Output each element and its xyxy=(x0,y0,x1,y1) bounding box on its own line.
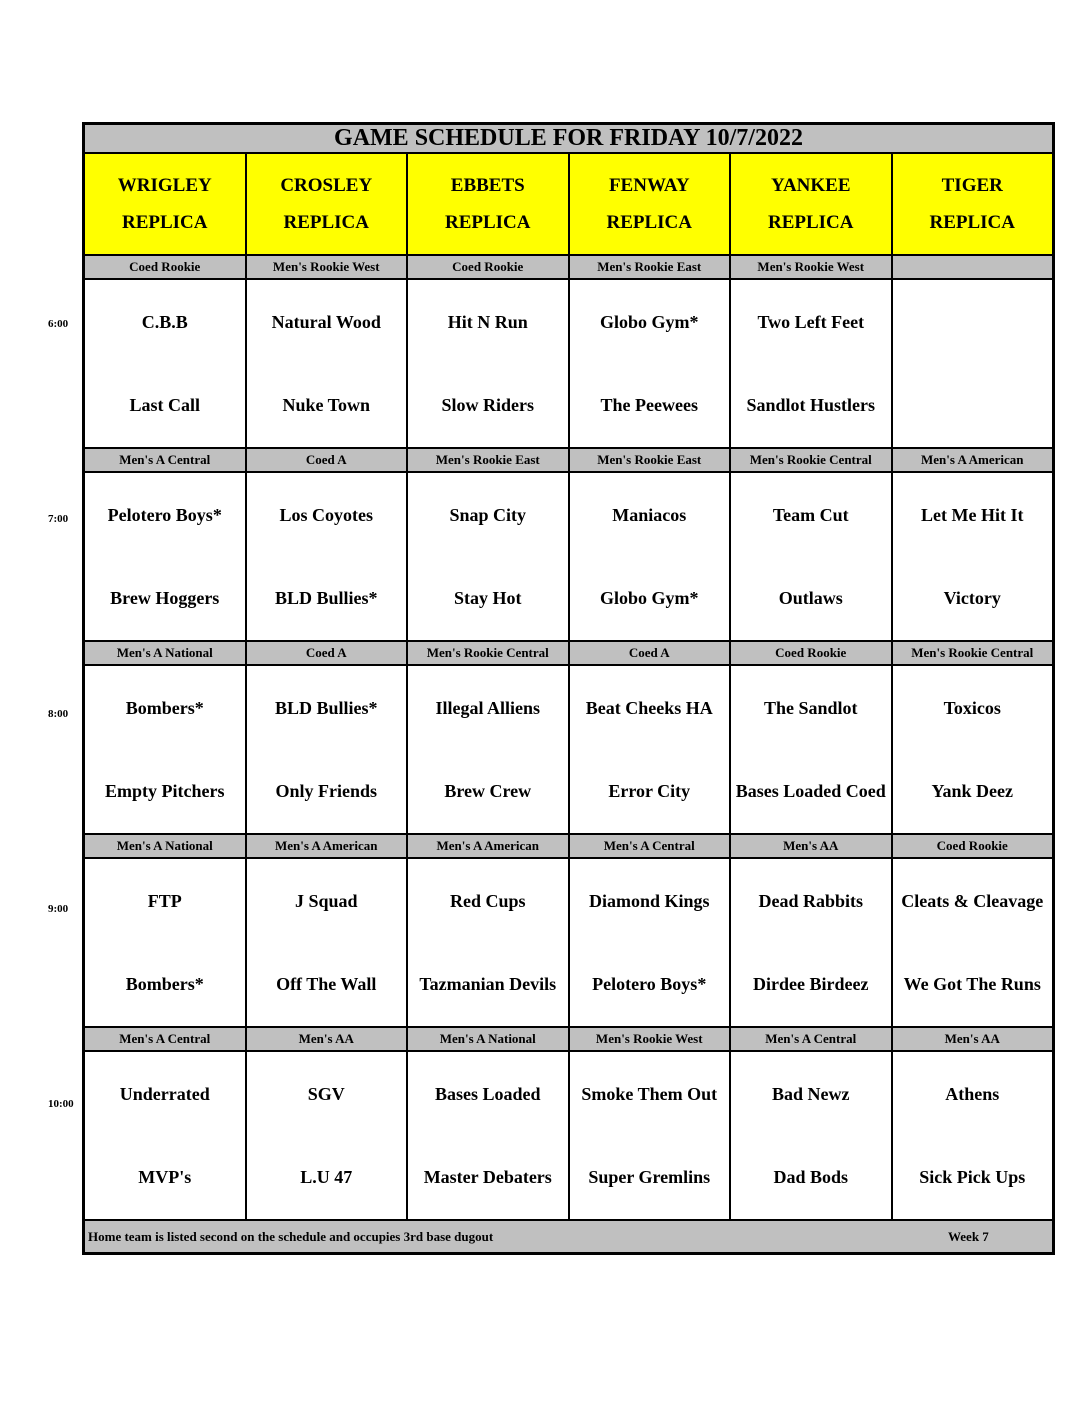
away-team: BLD Bullies* xyxy=(274,697,378,718)
home-team: Brew Hoggers xyxy=(110,588,220,609)
field-subtitle: REPLICA xyxy=(444,212,531,233)
home-team: Slow Riders xyxy=(441,395,534,416)
division-label: Men's Rookie East xyxy=(408,449,570,471)
time-label: 10:00 xyxy=(48,1098,74,1110)
game-row xyxy=(82,280,1055,449)
home-team: Dad Bods xyxy=(773,1167,849,1188)
division-row xyxy=(82,449,1055,473)
game-row xyxy=(82,666,1055,835)
away-team: Underrated xyxy=(119,1083,210,1104)
home-team: MVP's xyxy=(138,1167,192,1188)
away-team: Red Cups xyxy=(449,890,526,911)
division-row xyxy=(82,835,1055,859)
division-label: Men's A Central xyxy=(85,449,247,471)
game-cell xyxy=(570,473,732,640)
home-team: Master Debaters xyxy=(423,1167,552,1188)
home-team: Brew Crew xyxy=(444,781,532,802)
home-team: Bombers* xyxy=(125,974,204,995)
division-label: Coed Rookie xyxy=(893,835,1053,857)
division-label: Men's A Central xyxy=(731,1028,893,1050)
home-team: Globo Gym* xyxy=(599,588,699,609)
home-team: Pelotero Boys* xyxy=(592,974,707,995)
game-cell xyxy=(408,666,570,833)
field-header xyxy=(85,154,247,254)
division-label: Men's AA xyxy=(893,1028,1053,1050)
game-cell xyxy=(408,1052,570,1219)
home-team: Nuke Town xyxy=(282,395,371,416)
division-label: Men's AA xyxy=(247,1028,409,1050)
home-team: Error City xyxy=(608,781,691,802)
footer-note: Home team is listed second on the schedule and occupies 3rd base dugout xyxy=(88,1228,494,1244)
field-subtitle: REPLICA xyxy=(283,212,369,233)
field-name: YANKEE xyxy=(770,175,851,196)
away-team: Bad Newz xyxy=(772,1083,850,1104)
away-team: Team Cut xyxy=(772,504,849,525)
game-cell xyxy=(247,1052,409,1219)
home-team: Stay Hot xyxy=(454,588,522,609)
away-team: Beat Cheeks HA xyxy=(585,697,713,718)
away-team: Bombers* xyxy=(125,697,204,718)
field-header xyxy=(731,154,893,254)
division-row xyxy=(82,1028,1055,1052)
division-label: Men's A National xyxy=(408,1028,570,1050)
division-label: Coed Rookie xyxy=(408,256,570,278)
home-team: Yank Deez xyxy=(931,781,1013,802)
game-cell xyxy=(247,859,409,1026)
game-cell xyxy=(85,280,247,447)
field-header xyxy=(893,154,1053,254)
game-cell xyxy=(731,280,893,447)
home-team: Only Friends xyxy=(275,781,377,802)
division-label: Men's A National xyxy=(85,835,247,857)
away-team: Let Me Hit It xyxy=(921,504,1024,525)
home-team: We Got The Runs xyxy=(903,974,1041,995)
home-team: BLD Bullies* xyxy=(274,588,378,609)
division-row xyxy=(82,256,1055,280)
away-team: Dead Rabbits xyxy=(758,890,864,911)
away-team: The Sandlot xyxy=(763,697,858,718)
away-team: Maniacos xyxy=(612,504,687,525)
field-header xyxy=(247,154,409,254)
game-cell xyxy=(893,1052,1053,1219)
away-team: J Squad xyxy=(294,890,358,911)
game-cell xyxy=(408,859,570,1026)
home-team: Super Gremlins xyxy=(588,1167,711,1188)
game-cell xyxy=(893,666,1053,833)
time-label: 7:00 xyxy=(48,513,69,525)
away-team: Los Coyotes xyxy=(279,504,373,525)
division-label: Men's Rookie West xyxy=(247,256,409,278)
game-cell xyxy=(85,1052,247,1219)
home-team: Last Call xyxy=(129,395,200,416)
schedule-table xyxy=(82,122,1055,1255)
field-name: TIGER xyxy=(941,175,1003,196)
division-label: Men's Rookie East xyxy=(570,449,732,471)
away-team: Snap City xyxy=(449,504,527,525)
game-cell xyxy=(570,1052,732,1219)
game-row xyxy=(82,1052,1055,1221)
division-label: Men's A Central xyxy=(85,1028,247,1050)
division-label: Men's A Central xyxy=(570,835,732,857)
division-label: Men's A American xyxy=(408,835,570,857)
division-label: Men's A National xyxy=(85,642,247,664)
away-team: Diamond Kings xyxy=(588,890,710,911)
field-subtitle: REPLICA xyxy=(929,212,1015,233)
home-team: Tazmanian Devils xyxy=(419,974,557,995)
division-label: Coed Rookie xyxy=(731,642,893,664)
game-cell xyxy=(247,280,409,447)
week-label: Week 7 xyxy=(948,1228,989,1244)
field-name: FENWAY xyxy=(608,175,690,196)
game-cell xyxy=(731,666,893,833)
game-cell xyxy=(408,473,570,640)
away-team: Athens xyxy=(945,1083,1000,1104)
division-label: Coed A xyxy=(247,642,409,664)
home-team: Bases Loaded Coed xyxy=(735,781,886,802)
division-label: Men's Rookie West xyxy=(731,256,893,278)
division-label: Coed A xyxy=(570,642,732,664)
home-team: Off The Wall xyxy=(276,974,377,995)
away-team: SGV xyxy=(307,1083,345,1104)
field-name: EBBETS xyxy=(450,175,525,196)
home-team xyxy=(893,364,1053,448)
away-team: Two Left Feet xyxy=(757,311,865,332)
home-team: Dirdee Birdeez xyxy=(753,974,869,995)
home-team: Empty Pitchers xyxy=(105,781,225,802)
game-cell xyxy=(893,280,1053,447)
division-label xyxy=(893,256,1053,278)
game-cell xyxy=(731,1052,893,1219)
away-team: Natural Wood xyxy=(271,311,381,332)
division-label: Men's Rookie Central xyxy=(893,642,1053,664)
home-team: The Peewees xyxy=(600,395,698,416)
division-label: Men's Rookie Central xyxy=(731,449,893,471)
away-team: Toxicos xyxy=(943,697,1001,718)
home-team: Sandlot Hustlers xyxy=(746,395,876,416)
home-team: L.U 47 xyxy=(300,1167,353,1188)
game-row xyxy=(82,473,1055,642)
field-name: CROSLEY xyxy=(280,175,373,196)
division-label: Men's Rookie West xyxy=(570,1028,732,1050)
away-team: Cleats & Cleavage xyxy=(901,890,1044,911)
game-cell xyxy=(85,859,247,1026)
division-label: Men's AA xyxy=(731,835,893,857)
time-label: 8:00 xyxy=(48,708,69,720)
division-label: Coed Rookie xyxy=(85,256,247,278)
game-cell xyxy=(570,859,732,1026)
game-cell xyxy=(731,859,893,1026)
division-label: Men's Rookie Central xyxy=(408,642,570,664)
schedule-footer xyxy=(82,1221,1055,1255)
away-team: Pelotero Boys* xyxy=(107,504,222,525)
division-label: Men's Rookie East xyxy=(570,256,732,278)
game-cell xyxy=(893,473,1053,640)
division-label: Men's A American xyxy=(247,835,409,857)
time-slots xyxy=(82,256,1055,1221)
field-subtitle: REPLICA xyxy=(767,212,854,233)
game-cell xyxy=(570,280,732,447)
game-cell xyxy=(247,666,409,833)
field-header xyxy=(408,154,570,254)
division-label: Men's A American xyxy=(893,449,1053,471)
away-team: Smoke Them Out xyxy=(581,1083,718,1104)
home-team: Victory xyxy=(943,588,1001,609)
division-row xyxy=(82,642,1055,666)
game-cell xyxy=(408,280,570,447)
game-cell xyxy=(85,666,247,833)
field-header-row xyxy=(82,154,1055,256)
away-team: Hit N Run xyxy=(447,311,528,332)
away-team: C.B.B xyxy=(141,311,188,332)
game-cell xyxy=(247,473,409,640)
division-label: Coed A xyxy=(247,449,409,471)
away-team: FTP xyxy=(147,890,182,911)
schedule-title: GAME SCHEDULE FOR FRIDAY 10/7/2022 xyxy=(82,122,1055,154)
field-name: WRIGLEY xyxy=(117,175,212,196)
game-row xyxy=(82,859,1055,1028)
field-subtitle: REPLICA xyxy=(121,212,208,233)
away-team: Illegal Alliens xyxy=(435,697,540,718)
game-cell xyxy=(731,473,893,640)
game-cell xyxy=(893,859,1053,1026)
game-cell xyxy=(570,666,732,833)
field-header xyxy=(570,154,732,254)
home-team: Sick Pick Ups xyxy=(919,1167,1026,1188)
game-cell xyxy=(85,473,247,640)
home-team: Outlaws xyxy=(778,588,843,609)
time-label: 9:00 xyxy=(48,903,69,915)
time-label: 6:00 xyxy=(48,318,69,330)
away-team: Bases Loaded xyxy=(434,1083,541,1104)
away-team: Globo Gym* xyxy=(599,311,699,332)
field-subtitle: REPLICA xyxy=(606,212,692,233)
away-team xyxy=(893,280,1053,364)
